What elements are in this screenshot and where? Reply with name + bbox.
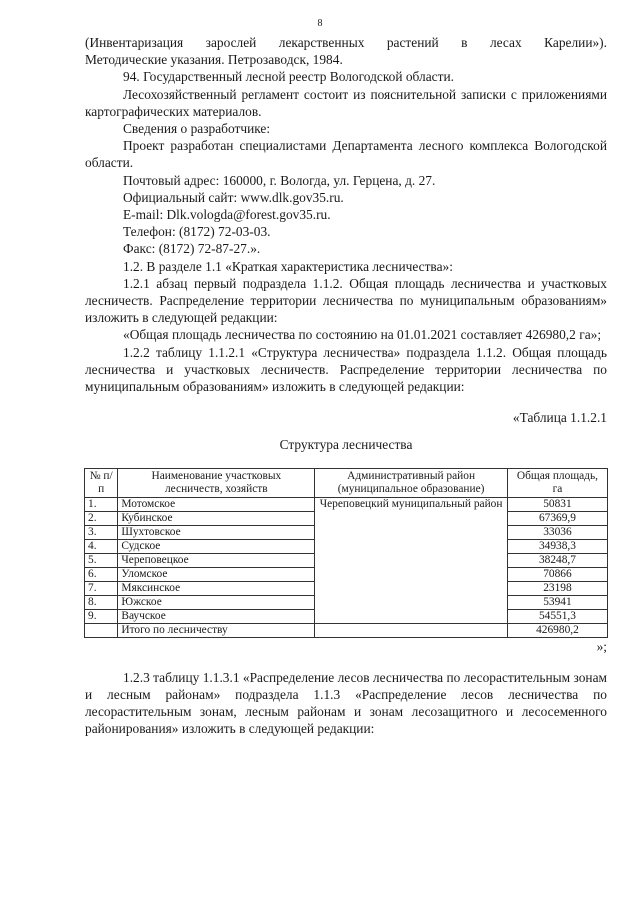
table-row: 8. Южское 53941 xyxy=(85,595,608,609)
table-row: 3. Шухтовское 33036 xyxy=(85,525,608,539)
table-row: 2. Кубинское 67369,9 xyxy=(85,511,608,525)
header-area: Общая площадь, га xyxy=(507,468,607,497)
document-body xyxy=(85,34,607,738)
table-row: 9. Ваучское 54551,3 xyxy=(85,609,608,623)
paragraph-1-2: 1.2. В разделе 1.1 «Краткая характеристика лесничества»: xyxy=(123,258,453,274)
table-row: 5. Череповецкое 38248,7 xyxy=(85,553,608,567)
paragraph-developer-heading: Сведения о разработчике: xyxy=(123,121,271,137)
paragraph-developer: Проект разработан специалистами Департамента лесного комплекса Вологодской области. xyxy=(85,138,607,171)
paragraph-1-2-1: 1.2.1 абзац первый подраздела 1.1.2. Общая площадь лесничества и участковых лесничеств. Распределение территории лесничества по муниципальным образованиям» изложить в следующей редакции: xyxy=(85,275,607,326)
table-title: Структура лесничества xyxy=(279,437,413,453)
header-district: Административный район (муниципальное образование) xyxy=(315,468,508,497)
table-header-row xyxy=(85,468,608,497)
table-row: 7. Мяксинское 23198 xyxy=(85,581,608,595)
district-cell: Череповецкий муниципальный район xyxy=(315,497,508,623)
paragraph-phone: Телефон: (8172) 72-03-03. xyxy=(123,224,271,240)
table-close-mark: »; xyxy=(596,638,607,654)
paragraph-method: Методические указания. Петрозаводск, 1984. xyxy=(85,52,343,68)
header-name: Наименование участковых лесничеств, хозяйств xyxy=(118,468,315,497)
paragraph-1-2-2: 1.2.2 таблицу 1.1.2.1 «Структура лесничества» подраздела 1.1.2. Общая площадь лесничества и участковых лесничеств. Распределение территории лесничества по муниципальным образованиям» изложить в следующей редакции: xyxy=(85,344,607,395)
paragraph-inventory: (Инвентаризация зарослей лекарственных растений в лесах Карелии»). xyxy=(85,35,607,50)
table-row: 6. Уломское 70866 xyxy=(85,567,608,581)
header-num: № п/п xyxy=(85,468,118,497)
paragraph-email: E-mail: Dlk.vologda@forest.gov35.ru. xyxy=(123,207,331,223)
table-row: 1. Мотомское Череповецкий муниципальный район 50831 xyxy=(85,497,608,511)
paragraph-website: Официальный сайт: www.dlk.gov35.ru. xyxy=(123,189,344,205)
paragraph-fax: Факс: (8172) 72-87-27.». xyxy=(123,241,261,257)
table-total-row xyxy=(85,623,608,637)
total-label: Итого по лесничеству xyxy=(118,623,315,637)
paragraph-area-quote: «Общая площадь лесничества по состоянию на 01.01.2021 составляет 426980,2 га»; xyxy=(123,327,602,343)
paragraph-94: 94. Государственный лесной реестр Вологодской области. xyxy=(123,69,454,85)
table-label: «Таблица 1.1.2.1 xyxy=(512,410,607,426)
paragraph-regulation: Лесохозяйственный регламент состоит из пояснительной записки с приложениями картографических материалов. xyxy=(85,86,607,119)
total-area: 426980,2 xyxy=(507,623,607,637)
page-number: 8 xyxy=(317,18,323,29)
forestry-structure-table xyxy=(84,468,608,638)
paragraph-1-2-3: 1.2.3 таблицу 1.1.3.1 «Распределение лесов лесничества по лесорастительным зонам и лесным районам» подраздела 1.1.3 «Распределение лесов лесничества по лесорастительным зонам, лесным районам и зонам лесозащитного и лесосеменного районирования» изложить в следующей редакции: xyxy=(85,669,607,737)
paragraph-address: Почтовый адрес: 160000, г. Вологда, ул. Герцена, д. 27. xyxy=(123,172,436,188)
table-row: 4. Судское 34938,3 xyxy=(85,539,608,553)
